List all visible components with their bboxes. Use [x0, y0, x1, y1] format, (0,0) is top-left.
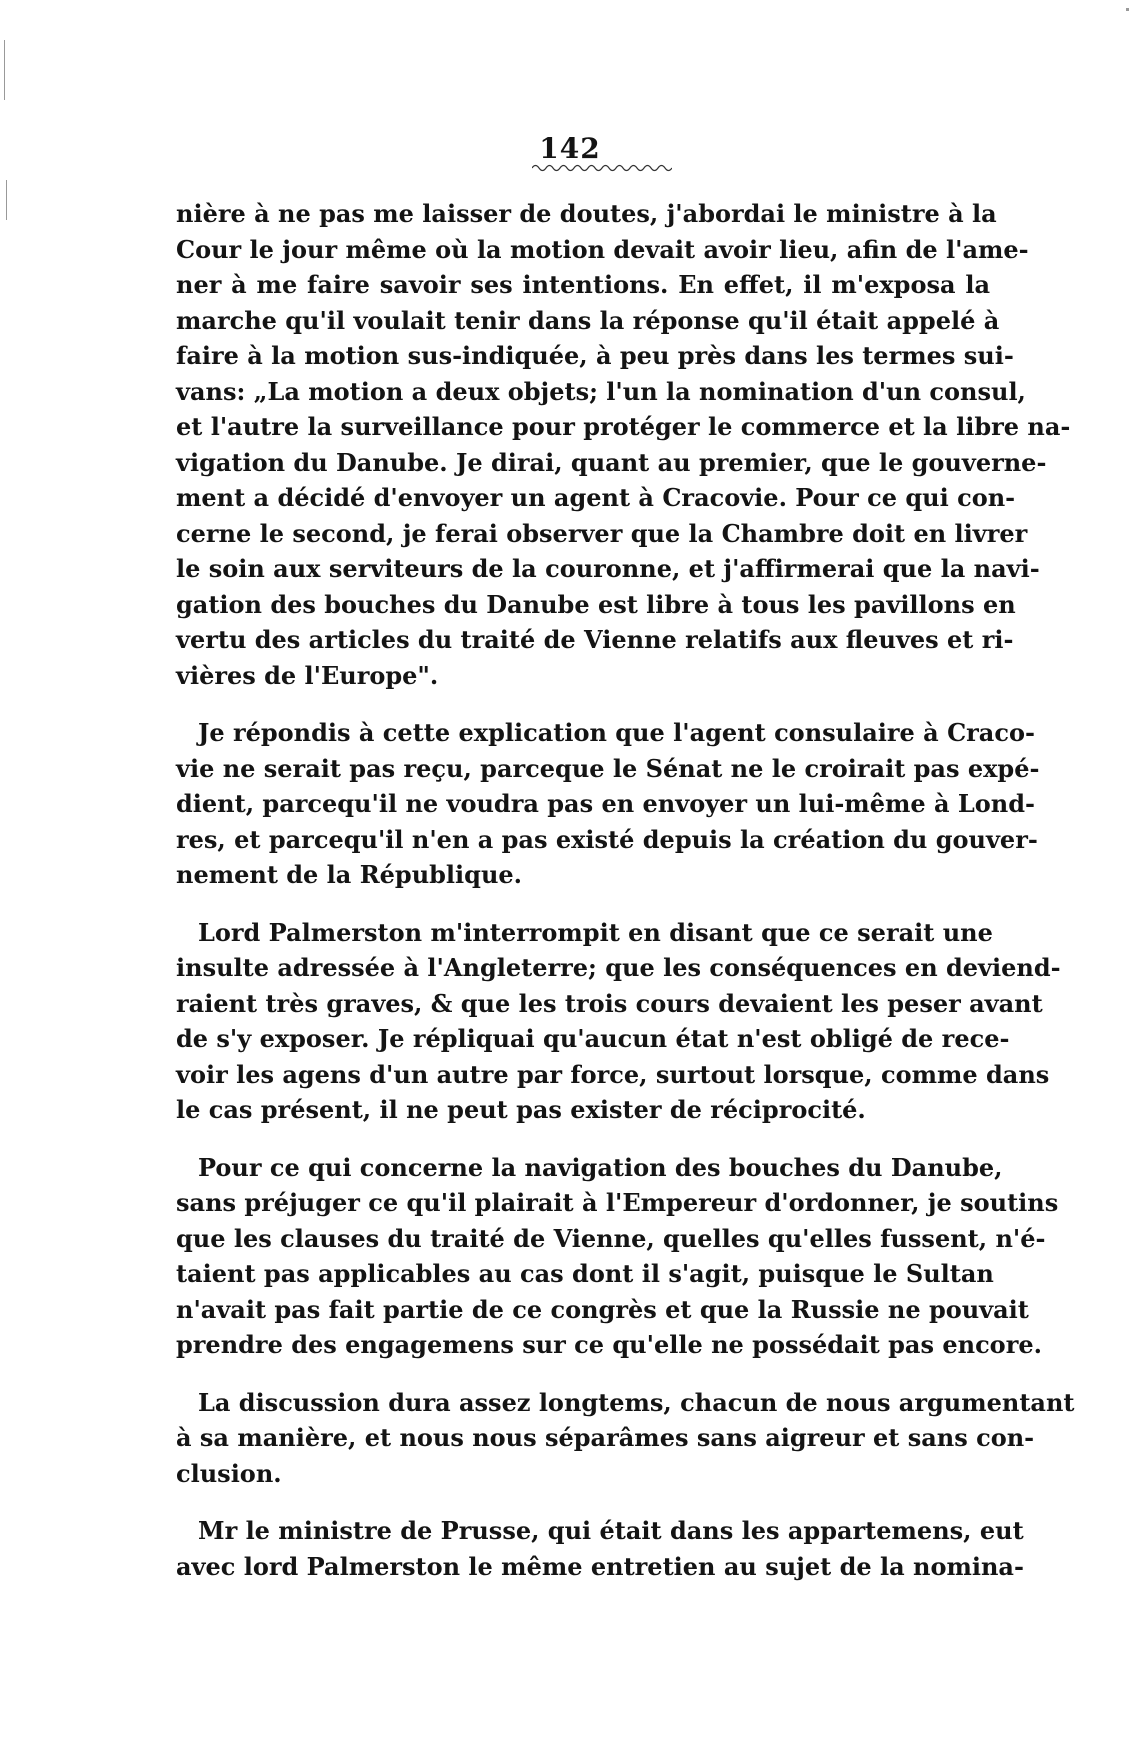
- text-line: raient très graves, & que les trois cours devaient les peser avant: [176, 988, 1043, 1018]
- text-line: sans préjuger ce qu'il plairait à l'Empereur d'ordonner, je soutins: [176, 1188, 1059, 1217]
- paragraph: [176, 915, 1061, 1128]
- paragraph: [176, 1150, 1059, 1363]
- page-number: 142: [539, 132, 601, 165]
- text-line: le cas présent, il ne peut pas exister de réciprocité.: [176, 1095, 866, 1124]
- wavy-rule-ornament: [532, 163, 672, 173]
- text-line: gation des bouches du Danube est libre à tous les pavillons en: [176, 589, 1016, 619]
- text-line: vertu des articles du traité de Vienne relatifs aux fleuves et ri-: [176, 625, 1014, 654]
- text-line: dient, parcequ'il ne voudra pas en envoyer un lui-même à Lond-: [176, 789, 1035, 818]
- scan-edge-mark: [1126, 8, 1129, 11]
- text-line: Lord Palmerston m'interrompit en disant que ce serait une: [198, 917, 993, 947]
- text-line: cerne le second, je ferai observer que la Chambre doit en livrer: [176, 518, 1028, 548]
- text-line: vigation du Danube. Je dirai, quant au premier, que le gouverne-: [176, 447, 1047, 477]
- text-line: ner à me faire savoir ses intentions. En effet, il m'exposa la: [176, 270, 990, 299]
- text-line: marche qu'il voulait tenir dans la réponse qu'il était appelé à: [176, 305, 1000, 335]
- paragraph-continued: [176, 196, 1071, 693]
- text-line: vières de l'Europe".: [176, 660, 439, 690]
- text-line: nière à ne pas me laisser de doutes, j'abordai le ministre à la: [176, 199, 997, 228]
- text-line: Je répondis à cette explication que l'agent consulaire à Craco-: [198, 718, 1035, 747]
- text-line: prendre des engagemens sur ce qu'elle ne possédait pas encore.: [176, 1330, 1042, 1359]
- text-line: Pour ce qui concerne la navigation des bouches du Danube,: [198, 1152, 1003, 1182]
- text-line: de s'y exposer. Je répliquai qu'aucun état n'est obligé de rece-: [176, 1024, 1010, 1053]
- text-line: faire à la motion sus-indiquée, à peu près dans les termes sui-: [176, 341, 1014, 370]
- text-line: le soin aux serviteurs de la couronne, et j'affirmerai que la navi-: [176, 554, 1040, 583]
- text-line: que les clauses du traité de Vienne, quelles qu'elles fussent, n'é-: [176, 1223, 1046, 1253]
- scan-edge-mark: [6, 180, 7, 220]
- text-line: et l'autre la surveillance pour protéger le commerce et la libre na-: [176, 412, 1071, 441]
- paragraph: [176, 1513, 1024, 1584]
- scan-edge-mark: [4, 40, 5, 100]
- paragraph: [176, 715, 1040, 893]
- text-line: vans: „La motion a deux objets; l'un la nomination d'un consul,: [176, 376, 1026, 406]
- text-line: Mr le ministre de Prusse, qui était dans les appartemens, eut: [198, 1516, 1024, 1545]
- text-line: taient pas applicables au cas dont il s'agit, puisque le Sultan: [176, 1259, 994, 1288]
- text-line: clusion.: [176, 1458, 282, 1488]
- text-line: voir les agens d'un autre par force, surtout lorsque, comme dans: [176, 1059, 1050, 1089]
- text-line: vie ne serait pas reçu, parceque le Sénat ne le croirait pas expé-: [176, 753, 1040, 783]
- text-line: Cour le jour même où la motion devait avoir lieu, afin de l'ame-: [176, 234, 1029, 264]
- text-line: res, et parcequ'il n'en a pas existé depuis la création du gouver-: [176, 824, 1038, 854]
- body-text: [176, 196, 1075, 1584]
- paragraph: [176, 1385, 1075, 1492]
- text-line: nement de la République.: [176, 860, 523, 889]
- text-line: avec lord Palmerston le même entretien au sujet de la nomina-: [176, 1551, 1024, 1581]
- text-line: ment a décidé d'envoyer un agent à Cracovie. Pour ce qui con-: [176, 483, 1016, 512]
- text-line: La discussion dura assez longtems, chacun de nous argumentant: [198, 1387, 1075, 1417]
- text-line: insulte adressée à l'Angleterre; que les conséquences en deviend-: [176, 953, 1061, 982]
- text-line: à sa manière, et nous nous séparâmes sans aigreur et sans con-: [176, 1423, 1035, 1452]
- text-line: n'avait pas fait partie de ce congrès et que la Russie ne pouvait: [176, 1294, 1029, 1324]
